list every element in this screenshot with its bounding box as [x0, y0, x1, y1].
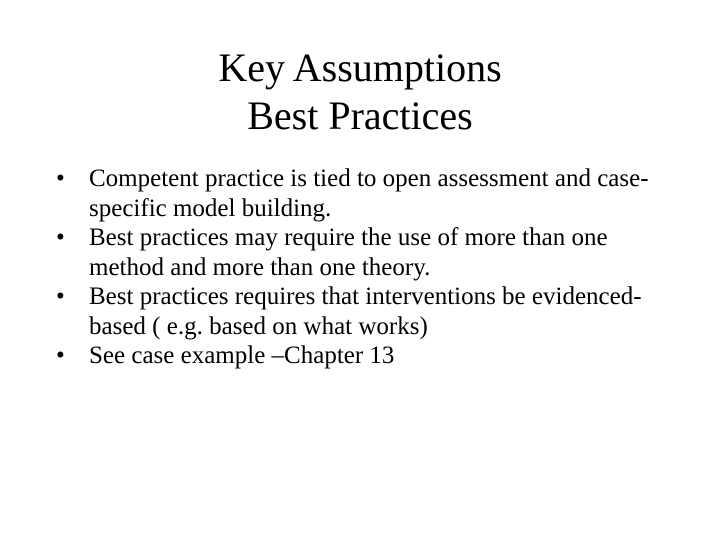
title-line-2: Best Practices	[247, 93, 473, 138]
bullet-item-4	[56, 341, 676, 371]
bullet-text: See case example –Chapter 13	[89, 342, 395, 369]
slide-title	[0, 44, 720, 140]
bullet-item-1	[56, 164, 676, 223]
bullet-dot-icon: •	[56, 342, 65, 369]
bullet-dot-icon: •	[56, 165, 65, 192]
bullet-list	[56, 164, 676, 371]
bullet-text: Competent practice is tied to open assessment and case-specific model building.	[89, 165, 649, 222]
bullet-item-2	[56, 223, 676, 282]
bullet-dot-icon: •	[56, 283, 65, 310]
title-line-1: Key Assumptions	[218, 45, 502, 90]
bullet-item-3	[56, 282, 676, 341]
bullet-text: Best practices may require the use of more than one method and more than one theory.	[89, 224, 608, 281]
bullet-dot-icon: •	[56, 224, 65, 251]
bullet-text: Best practices requires that interventions be evidenced-based ( e.g. based on what works)	[89, 283, 642, 340]
